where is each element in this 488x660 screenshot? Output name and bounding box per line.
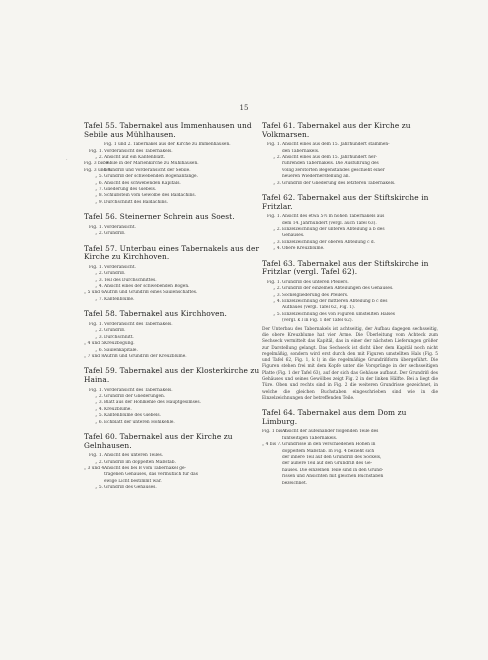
figure-entry [262, 181, 438, 187]
figure-label: „ 4. [273, 246, 281, 252]
figure-description: Kreuzbogung. [104, 341, 135, 347]
figure-label: „ 2. [95, 328, 103, 334]
figure-description: Durchschnitt. [104, 334, 134, 340]
figure-description: Durchschnitt des Baldachins. [104, 199, 168, 205]
figure-entry [262, 318, 438, 324]
figure-description: Gehäuses. [282, 233, 305, 239]
figure-label: Fig. 1. [89, 453, 103, 459]
figure-label: Fig. 1. [267, 214, 281, 220]
figure-entry [84, 354, 270, 360]
plate-heading: Tafel 56. Steinerner Schrein aus Soest. [84, 212, 235, 222]
figure-label: Fig. 1. [89, 387, 103, 393]
figure-label: „ 2. [95, 231, 103, 237]
figure-label: „ 5. [95, 413, 103, 419]
description-paragraph: Der Unterbau des Tabernakels ist achtseitig, der Aufbau dagegen sechsseitig, die obere Kreuzblume hat vier Arme. Die Überleitung vom Achteck zum Sechseck vermittelt das Kapitäl, das in einer der nächsten Lieferungen größer zur Darstellung gelangt. Das Sechseck ist dicht über dem Kapitäl noch nicht regelmäßig, sondern wird erst durch den mit Figuren umstellten Hals (Fig. 5 und Tafel 62, Fig. 1, k l) in die regelmäßige Grundrißform übergeführt. Die Figuren stehen frei mit dem Kopfe unter die Vorsprünge in der sechsseitigen Platte (Fig. 1 der Tafel 63), auf der sich das Gehäuse aufbaut. Der Grundriß des Gehäuses und seines Gewölbes zeigt Fig. 2 in der linken Hälfte. Bei a liegt die Türe. Oben und rechts sind in Fig. 2 die weiteren Grundrisse gezeichnet, in welche die gleichen Buchstaben eingeschrieben sind wie in die Einzelzeichnungen der betreffenden Teile. [262, 326, 438, 401]
figure-label: Fig. 1. [89, 148, 103, 154]
figure-label: „ 7. [95, 296, 103, 302]
figure-entry [262, 246, 438, 252]
figure-description: Vorderansicht des Tabernakels. [104, 148, 173, 154]
figure-label: „ 3. [273, 239, 281, 245]
figure-description: Sebile in der Marienkirche zu Mühlhausen. [104, 161, 199, 167]
figure-label: „ 5. [95, 174, 103, 180]
figure-description: den Tabernakels. [282, 148, 320, 154]
figure-entry [84, 485, 270, 491]
figure-description: ewige Licht bestimmt war. [104, 478, 162, 484]
plate-heading: Tafel 58. Tabernakel aus Kirchhoven. [84, 309, 227, 319]
figure-description: häuses. Die einzelnen Teile sind in den Grund- [282, 467, 384, 473]
figure-label: „ 4 und 5. [84, 341, 106, 347]
figure-description: Grundriß. [104, 271, 126, 277]
figure-label: „ 9. [95, 199, 103, 205]
figure-description: Aufriß und Grundriß der Kreuzblume. [104, 353, 187, 359]
figure-description: Fig. 1 und 2. Tabernakel aus der Kirche zu Immenhausen. [104, 142, 231, 148]
left-column [84, 122, 270, 499]
figure-label: Fig. 1. [89, 224, 103, 230]
figure-description: Ansicht eines aus dem 15. Jahrhundert stammen- [282, 142, 390, 148]
figure-description: Ansicht des etwa 5½ m hohen Tabernakels aus [282, 214, 385, 220]
figure-label: „ 2. [273, 286, 281, 292]
figure-description: dem 14. Jahrhundert (vergl. auch Tafel 63). [282, 220, 377, 226]
figure-description: Einzelzeichnung der mittleren Abteilung b c des [282, 299, 388, 305]
figure-description: neueren Wiederherstellung an. [282, 174, 350, 180]
figure-label: „ 3. [95, 334, 103, 340]
figure-entry [84, 297, 270, 303]
plate-section [84, 245, 270, 304]
figure-label: „ 4 bis 7. [262, 442, 282, 448]
figure-description: Echblatt der unteren Hohlkehle. [104, 419, 175, 425]
figure-label: „ 4. [95, 284, 103, 290]
figure-description: der äußere Teil auf den Grundriß des Ge- [282, 461, 373, 467]
plate-heading: Tafel 64. Tabernakel aus dem Dom zu Limburg. [262, 408, 407, 426]
figure-description: Grundriß des Gehäuses. [104, 485, 157, 491]
figure-description: Grundriß im doppelten Maßstab. [104, 459, 176, 465]
figure-label: „ 2. [95, 155, 103, 160]
figure-label: „ 6. [95, 180, 103, 186]
figure-description: rissen und Ansichten mit gleichen Buchstaben [282, 474, 384, 480]
figure-description: Grundriß der Gliederung des letzteren Tabernakels. [282, 180, 396, 186]
figure-label: Fig. 1. [267, 279, 281, 285]
figure-description: Kreuzblume. [104, 406, 132, 412]
figure-description: Grundriß der einzelnen Abteilungen des Gehäuses. [282, 286, 394, 292]
figure-label: „ 6. [95, 347, 103, 353]
figure-description: doppeltem Maßstab. In Fig. 4 bezieht sich [282, 448, 375, 454]
plate-section [84, 433, 270, 492]
figure-description: Grundriß. [104, 231, 126, 237]
figure-label: „ 3. [273, 180, 281, 186]
figure-description: Grundriß. [104, 328, 126, 334]
figure-label: „ 3 und 4. [84, 465, 106, 471]
figure-description: Aufriß und Grundriß eines Säulenschaftes. [104, 290, 198, 296]
figure-label: Fig. 1. [89, 264, 103, 270]
plate-section [262, 409, 438, 487]
figure-description: Vorderansicht. [104, 224, 136, 230]
figure-label: „ 3. [273, 292, 281, 298]
figure-label: „ 5 und 6. [84, 290, 106, 296]
figure-description: Obere Kreuzblume. [282, 246, 325, 252]
figure-description: Grundriß des unteren Pfeilers. [282, 279, 349, 285]
page-number: 15 [239, 104, 249, 112]
figure-entry [84, 200, 270, 206]
figure-label: Fig. 3 bis 9. [84, 161, 110, 167]
plate-section [262, 122, 438, 187]
figure-description: Grundriß und Vorderansicht der Sebile. [104, 167, 191, 173]
figure-description: Aufbaues (vergl. Tafel 62, Fig. 1). [282, 305, 355, 311]
figure-description: Vorderansicht des Tabernakels. [104, 321, 173, 327]
figure-entry [84, 231, 270, 237]
figure-label: „ 8. [95, 193, 103, 199]
plate-heading: Tafel 60. Tabernakel aus der Kirche zu Gelnhausen. [84, 431, 233, 450]
figure-description: Teil des Durchschnittes. [104, 277, 157, 283]
figure-description: Sockelgliederung des Pfeilers. [282, 292, 349, 298]
figure-label: „ 3. [95, 277, 103, 283]
figure-label: „ 4. [95, 406, 103, 412]
figure-label: „ 6. [95, 419, 103, 425]
figure-description: völlig zerstörten Begenstandes geschieht einer [282, 167, 385, 173]
figure-description: (vergl. k l in Fig. 1 der Tafel 62). [282, 318, 353, 324]
figure-description: Grundrisse in den verschiedenen Höhen in [282, 442, 376, 448]
plate-heading: Tafel 59. Tabernakel aus der Klosterkirche zu Haina. [84, 366, 260, 384]
figure-description: bezeichnet. [282, 480, 308, 486]
plate-section [262, 194, 438, 253]
figure-label: „ 2. [273, 227, 281, 233]
figure-description: fünfseitigen Tabernakels. [282, 435, 338, 441]
figure-label: „ 2. [95, 271, 103, 277]
figure-label: „ 5. [273, 311, 281, 317]
figure-description: Kantenblume. [104, 296, 135, 302]
figure-entry [262, 481, 438, 487]
figure-description: Ansicht des schwebenden Kapitäls. [104, 180, 181, 186]
figure-description: Ansicht des unteren Teiles. [104, 453, 164, 459]
figure-description: Grundriß der Gliederungen. [104, 393, 166, 399]
plate-section [84, 213, 270, 237]
figure-description: Grundriß der schwebenden Bogenanfänge. [104, 174, 198, 180]
figure-description: Einzelzeichnung des von Figuren umstellten Halses [282, 311, 395, 317]
figure-description: Säulenkapitäle. [104, 347, 138, 353]
figure-description: Einzelzeichnung der unteren Abteilung a b des [282, 227, 385, 233]
figure-label: „ 2. [95, 459, 103, 465]
figure-description: Schlußstein vom Gewölbe des Baldachins. [104, 193, 196, 199]
figure-label: Fig. 3 und 4. [84, 167, 112, 173]
plate-heading: Tafel 63. Tabernakel aus der Stiftskirche in Fritzlar (vergl. Tafel 62). [262, 258, 429, 277]
figure-description: Vorderansicht. [104, 264, 136, 270]
figure-description: Einzelzeichnung der oberen Abteilung c d. [282, 239, 375, 245]
figure-description: Ansicht eines der schwebenden Bögen. [104, 284, 190, 290]
figure-description: rührenden Tabernakels. Die Ausführung des [282, 161, 379, 167]
plate-heading: Tafel 62. Tabernakel aus der Stiftskirche in Fritzlar. [262, 193, 429, 211]
figure-label: „ 5. [95, 485, 103, 491]
plate-heading: Tafel 57. Unterbau eines Tabernakels aus der Kirche zu Kirchhoven. [84, 243, 260, 262]
figure-description: Vorderansicht des Tabernakels. [104, 387, 173, 393]
plate-section [84, 367, 270, 426]
figure-description: der innere Teil auf den Grundriß des Sockels, [282, 455, 382, 461]
figure-label: „ 7. [95, 187, 103, 193]
figure-description: Kantenblume des Giebels. [104, 413, 161, 419]
figure-label: „ 2. [95, 393, 103, 399]
figure-label: „ 3. [95, 400, 103, 406]
margin-mark: · [66, 157, 68, 163]
figure-label: Fig. 1 bis 3. [262, 429, 288, 435]
figure-label: Fig. 1. [267, 142, 281, 148]
plate-section [262, 260, 438, 403]
figure-label: Fig. 1. [89, 321, 103, 327]
plate-section [84, 122, 270, 206]
plate-heading: Tafel 55. Tabernakel aus Immenhausen und Sebile aus Mühlhausen. [84, 121, 252, 139]
figure-description: tragenen Gehäuses, das vermutlich für das [104, 472, 198, 478]
figure-description: Ansicht auf ein Kantenblatt. [104, 155, 166, 160]
right-column [262, 122, 438, 494]
figure-label: „ 4. [273, 299, 281, 305]
figure-description: Gliederung des Giebels. [104, 187, 157, 193]
figure-entry [84, 420, 270, 426]
figure-description: Ansicht der aufeinander folgenden Teile des [282, 429, 379, 435]
figure-label: „ 7 und 8. [84, 353, 106, 359]
figure-description: Ansicht des bei B vom Tabernakel ge- [104, 465, 186, 471]
figure-label: „ 2. [273, 155, 281, 160]
plate-heading: Tafel 61. Tabernakel aus der Kirche zu Volkmarsen. [262, 121, 411, 139]
plate-section [84, 310, 270, 360]
figure-description: Blatt aus der Hohlkehle des Hauptgesimses. [104, 400, 201, 406]
figure-description: Ansicht eines aus dem 15. Jahrhundert her- [282, 155, 378, 160]
